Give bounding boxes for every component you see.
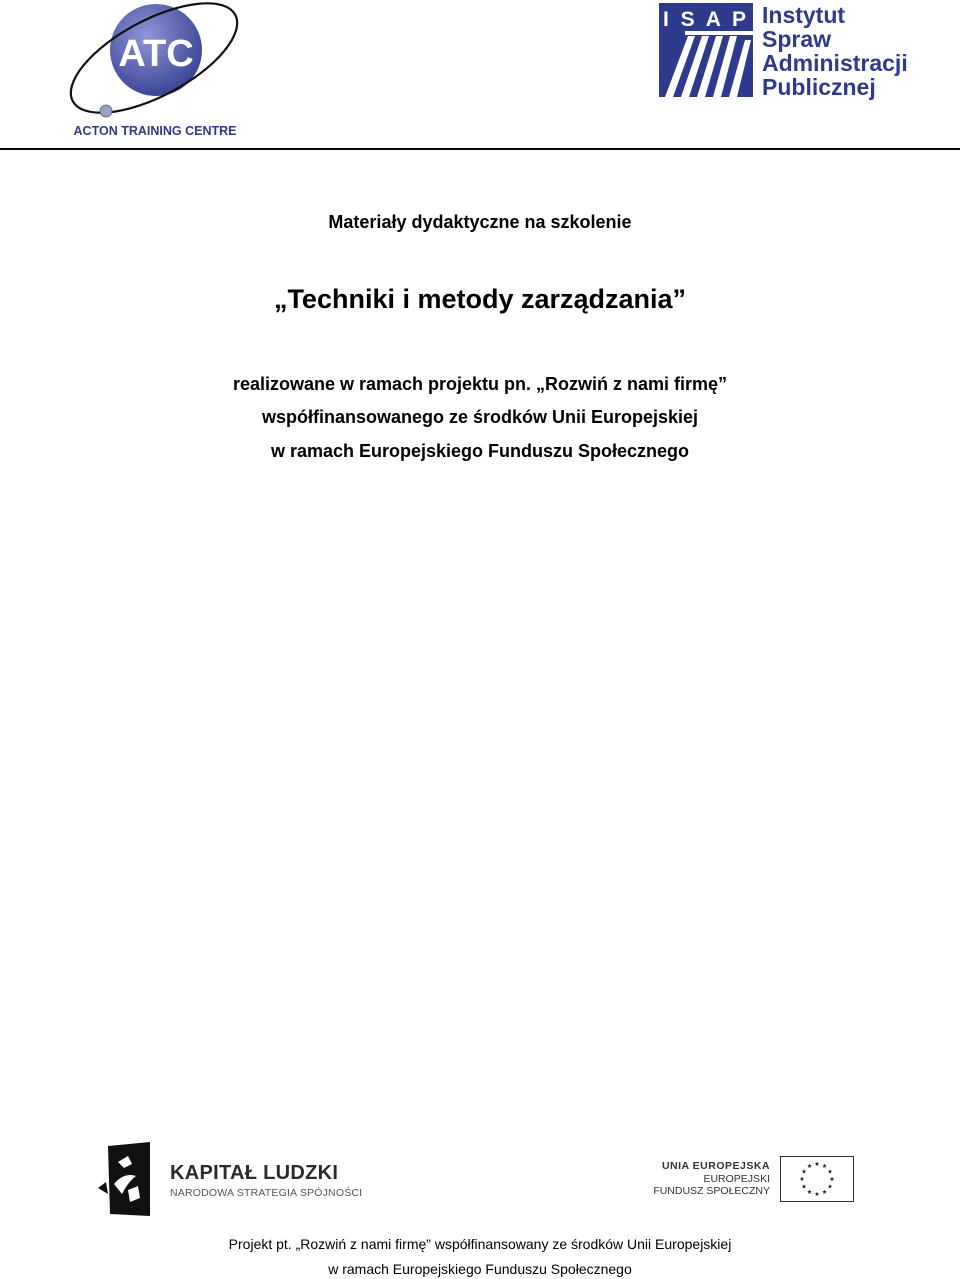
project-line: współfinansowanego ze środków Unii Europejskiej [261,407,699,427]
atc-orbit-logo-icon [60,0,250,142]
project-line: realizowane w ramach projektu pn. „Rozwiń z nami firmę” [232,374,728,394]
footer-text-line: w ramach Europejskiego Funduszu Społecznego [328,1261,632,1277]
project-line: w ramach Europejskiego Funduszu Społecznego [270,441,690,461]
kapital-ludzki-tagline: NARODOWA STRATEGIA SPÓJNOŚCI [170,1187,363,1199]
isap-line-3: Administracji [762,50,908,76]
kapital-ludzki-name: KAPITAŁ LUDZKI [170,1162,339,1184]
eu-line-1: UNIA EUROPEJSKA [661,1160,770,1172]
document-subtitle: Materiały dydaktyczne na szkolenie [328,212,632,232]
kapital-ludzki-emblem-icon [98,1142,154,1218]
isap-line-1: Instytut [762,2,846,28]
header-divider [0,148,960,150]
eu-line-2: EUROPEJSKI [703,1172,770,1185]
eu-fund-label [600,1160,770,1198]
atc-name: ACTON TRAINING CENTRE [73,124,237,138]
eu-line-3: FUNDUSZ SPOŁECZNY [653,1185,770,1197]
footer-text-line: Projekt pt. „Rozwiń z nami firmę” współfinansowany ze środków Unii Europejskiej [228,1236,732,1252]
isap-line-4: Publicznej [762,74,876,100]
atc-monogram: ATC [118,33,194,75]
isap-columns-logo-icon [655,0,925,105]
isap-line-2: Spraw [762,26,832,52]
eu-stars-flag-icon [780,1156,854,1202]
isap-letters: I S A P [663,8,749,31]
document-title: „Techniki i metody zarządzania” [273,284,687,314]
